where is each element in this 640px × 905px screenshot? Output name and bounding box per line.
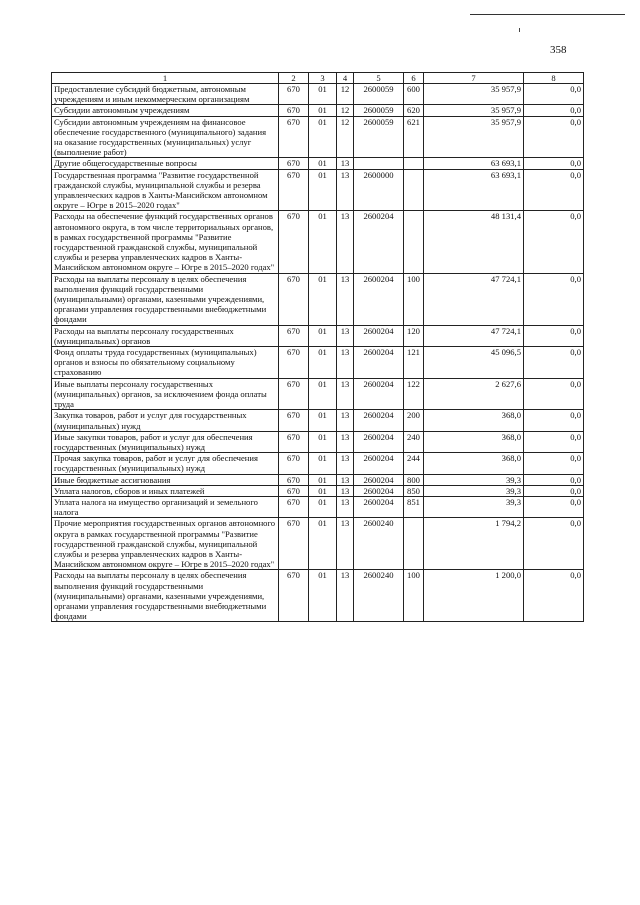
expense-type-cell: 100 xyxy=(404,273,424,325)
target-article-cell: 2600204 xyxy=(354,410,404,431)
column-number: 3 xyxy=(309,73,337,84)
row-name-cell: Другие общегосударственные вопросы xyxy=(52,158,279,169)
target-article-cell: 2600204 xyxy=(354,211,404,273)
expense-type-cell: 850 xyxy=(404,485,424,496)
subsection-code-cell: 13 xyxy=(337,474,354,485)
section-code-cell: 01 xyxy=(309,84,337,105)
subsection-code-cell: 13 xyxy=(337,485,354,496)
table-row xyxy=(52,518,584,570)
section-code-cell: 01 xyxy=(309,116,337,158)
section-code-cell: 01 xyxy=(309,474,337,485)
table-row xyxy=(52,169,584,211)
section-code-cell: 01 xyxy=(309,105,337,116)
section-code-cell: 01 xyxy=(309,496,337,517)
target-article-cell: 2600204 xyxy=(354,325,404,346)
admin-code-cell: 670 xyxy=(279,169,309,211)
target-article-cell: 2600204 xyxy=(354,496,404,517)
admin-code-cell: 670 xyxy=(279,518,309,570)
change-cell: 0,0 xyxy=(524,431,584,452)
column-number: 7 xyxy=(424,73,524,84)
admin-code-cell: 670 xyxy=(279,84,309,105)
row-name-cell: Расходы на выплаты персоналу в целях обеспечения выполнения функций государственными (муниципальными) органами, казенными учреждениями, органами управления государственными внебюджетными фондами xyxy=(52,273,279,325)
target-article-cell: 2600059 xyxy=(354,105,404,116)
subsection-code-cell: 13 xyxy=(337,325,354,346)
target-article-cell: 2600204 xyxy=(354,378,404,410)
section-code-cell: 01 xyxy=(309,410,337,431)
target-article-cell: 2600240 xyxy=(354,518,404,570)
amount-cell: 35 957,9 xyxy=(424,84,524,105)
column-number: 2 xyxy=(279,73,309,84)
target-article-cell: 2600204 xyxy=(354,453,404,474)
change-cell: 0,0 xyxy=(524,474,584,485)
amount-cell: 1 200,0 xyxy=(424,570,524,622)
row-name-cell: Уплата налога на имущество организаций и земельного налога xyxy=(52,496,279,517)
expense-type-cell: 122 xyxy=(404,378,424,410)
column-number: 4 xyxy=(337,73,354,84)
subsection-code-cell: 13 xyxy=(337,570,354,622)
target-article-cell: 2600059 xyxy=(354,116,404,158)
table-row xyxy=(52,158,584,169)
subsection-code-cell: 13 xyxy=(337,169,354,211)
target-article-cell: 2600204 xyxy=(354,485,404,496)
table-row xyxy=(52,570,584,622)
section-code-cell: 01 xyxy=(309,485,337,496)
change-cell: 0,0 xyxy=(524,378,584,410)
row-name-cell: Фонд оплаты труда государственных (муниципальных) органов и взносы по обязательному социальному страхованию xyxy=(52,347,279,379)
subsection-code-cell: 13 xyxy=(337,518,354,570)
table-row xyxy=(52,431,584,452)
row-name-cell: Иные выплаты персоналу государственных (муниципальных) органов, за исключением фонда оплаты труда xyxy=(52,378,279,410)
admin-code-cell: 670 xyxy=(279,431,309,452)
amount-cell: 35 957,9 xyxy=(424,105,524,116)
row-name-cell: Закупка товаров, работ и услуг для государственных (муниципальных) нужд xyxy=(52,410,279,431)
table-row xyxy=(52,273,584,325)
admin-code-cell: 670 xyxy=(279,211,309,273)
subsection-code-cell: 13 xyxy=(337,347,354,379)
section-code-cell: 01 xyxy=(309,431,337,452)
table-row xyxy=(52,496,584,517)
change-cell: 0,0 xyxy=(524,105,584,116)
target-article-cell: 2600204 xyxy=(354,431,404,452)
admin-code-cell: 670 xyxy=(279,105,309,116)
amount-cell: 39,3 xyxy=(424,474,524,485)
budget-table-body xyxy=(52,73,584,622)
admin-code-cell: 670 xyxy=(279,474,309,485)
target-article-cell xyxy=(354,158,404,169)
row-name-cell: Субсидии автономным учреждениям на финансовое обеспечение государственного (муниципального) задания на оказание государственных (муниципальных) услуг (выполнение работ) xyxy=(52,116,279,158)
admin-code-cell: 670 xyxy=(279,347,309,379)
column-number: 5 xyxy=(354,73,404,84)
table-row xyxy=(52,485,584,496)
target-article-cell: 2600204 xyxy=(354,347,404,379)
section-code-cell: 01 xyxy=(309,158,337,169)
change-cell: 0,0 xyxy=(524,169,584,211)
target-article-cell: 2600000 xyxy=(354,169,404,211)
expense-type-cell: 621 xyxy=(404,116,424,158)
table-row xyxy=(52,116,584,158)
row-name-cell: Предоставление субсидий бюджетным, автономным учреждениям и иным некоммерческим организациям xyxy=(52,84,279,105)
subsection-code-cell: 13 xyxy=(337,453,354,474)
row-name-cell: Субсидии автономным учреждениям xyxy=(52,105,279,116)
amount-cell: 63 693,1 xyxy=(424,158,524,169)
subsection-code-cell: 13 xyxy=(337,211,354,273)
budget-table xyxy=(51,72,584,622)
expense-type-cell: 244 xyxy=(404,453,424,474)
page-number: 358 xyxy=(550,44,567,56)
expense-type-cell: 120 xyxy=(404,325,424,346)
target-article-cell: 2600059 xyxy=(354,84,404,105)
target-article-cell: 2600204 xyxy=(354,474,404,485)
row-name-cell: Расходы на обеспечение функций государственных органов автономного округа, в том числе территориальных органов, в рамках государственной программы "Развитие государственной гражданской службы, муниципальной службы и резерва управленческих кадров в Ханты-Мансийском автономном округе – Югре в 2015–2020 годах" xyxy=(52,211,279,273)
change-cell: 0,0 xyxy=(524,570,584,622)
change-cell: 0,0 xyxy=(524,496,584,517)
amount-cell: 368,0 xyxy=(424,431,524,452)
expense-type-cell: 800 xyxy=(404,474,424,485)
row-name-cell: Расходы на выплаты персоналу в целях обеспечения выполнения функций государственными (муниципальными) органами, казенными учреждениями, органами управления государственными внебюджетными фондами xyxy=(52,570,279,622)
row-name-cell: Прочие мероприятия государственных органов автономного округа в рамках государственной программы "Развитие государственной гражданской службы, муниципальной службы и резерва управленческих кадров в Ханты-Мансийском автономном округе – Югре в 2015–2020 годах" xyxy=(52,518,279,570)
amount-cell: 39,3 xyxy=(424,496,524,517)
column-number-row xyxy=(52,73,584,84)
section-code-cell: 01 xyxy=(309,325,337,346)
table-row xyxy=(52,325,584,346)
subsection-code-cell: 13 xyxy=(337,431,354,452)
expense-type-cell xyxy=(404,518,424,570)
section-code-cell: 01 xyxy=(309,378,337,410)
amount-cell: 368,0 xyxy=(424,410,524,431)
table-row xyxy=(52,453,584,474)
change-cell: 0,0 xyxy=(524,325,584,346)
subsection-code-cell: 12 xyxy=(337,84,354,105)
expense-type-cell: 620 xyxy=(404,105,424,116)
scan-mark xyxy=(519,28,520,32)
subsection-code-cell: 12 xyxy=(337,105,354,116)
column-number: 1 xyxy=(52,73,279,84)
table-row xyxy=(52,410,584,431)
expense-type-cell: 100 xyxy=(404,570,424,622)
target-article-cell: 2600240 xyxy=(354,570,404,622)
admin-code-cell: 670 xyxy=(279,485,309,496)
amount-cell: 39,3 xyxy=(424,485,524,496)
change-cell: 0,0 xyxy=(524,518,584,570)
admin-code-cell: 670 xyxy=(279,158,309,169)
admin-code-cell: 670 xyxy=(279,410,309,431)
column-number: 6 xyxy=(404,73,424,84)
expense-type-cell: 240 xyxy=(404,431,424,452)
admin-code-cell: 670 xyxy=(279,496,309,517)
row-name-cell: Расходы на выплаты персоналу государственных (муниципальных) органов xyxy=(52,325,279,346)
section-code-cell: 01 xyxy=(309,453,337,474)
table-row xyxy=(52,84,584,105)
table-row xyxy=(52,105,584,116)
expense-type-cell: 200 xyxy=(404,410,424,431)
column-number: 8 xyxy=(524,73,584,84)
amount-cell: 48 131,4 xyxy=(424,211,524,273)
change-cell: 0,0 xyxy=(524,84,584,105)
subsection-code-cell: 13 xyxy=(337,410,354,431)
target-article-cell: 2600204 xyxy=(354,273,404,325)
amount-cell: 45 096,5 xyxy=(424,347,524,379)
admin-code-cell: 670 xyxy=(279,325,309,346)
subsection-code-cell: 13 xyxy=(337,378,354,410)
table-row xyxy=(52,474,584,485)
top-rule xyxy=(470,14,625,15)
section-code-cell: 01 xyxy=(309,347,337,379)
section-code-cell: 01 xyxy=(309,570,337,622)
amount-cell: 63 693,1 xyxy=(424,169,524,211)
change-cell: 0,0 xyxy=(524,211,584,273)
admin-code-cell: 670 xyxy=(279,453,309,474)
subsection-code-cell: 12 xyxy=(337,116,354,158)
amount-cell: 35 957,9 xyxy=(424,116,524,158)
admin-code-cell: 670 xyxy=(279,116,309,158)
admin-code-cell: 670 xyxy=(279,378,309,410)
expense-type-cell: 851 xyxy=(404,496,424,517)
row-name-cell: Иные закупки товаров, работ и услуг для обеспечения государственных (муниципальных) нужд xyxy=(52,431,279,452)
row-name-cell: Прочая закупка товаров, работ и услуг для обеспечения государственных (муниципальных) нужд xyxy=(52,453,279,474)
row-name-cell: Иные бюджетные ассигнования xyxy=(52,474,279,485)
section-code-cell: 01 xyxy=(309,273,337,325)
subsection-code-cell: 13 xyxy=(337,158,354,169)
table-row xyxy=(52,347,584,379)
section-code-cell: 01 xyxy=(309,169,337,211)
change-cell: 0,0 xyxy=(524,410,584,431)
amount-cell: 1 794,2 xyxy=(424,518,524,570)
subsection-code-cell: 13 xyxy=(337,273,354,325)
expense-type-cell: 600 xyxy=(404,84,424,105)
change-cell: 0,0 xyxy=(524,347,584,379)
row-name-cell: Государственная программа "Развитие государственной гражданской службы, муниципальной службы и резерва управленческих кадров в Ханты-Мансийском автономном округе – Югре в 2015–2020 годах" xyxy=(52,169,279,211)
change-cell: 0,0 xyxy=(524,116,584,158)
change-cell: 0,0 xyxy=(524,273,584,325)
subsection-code-cell: 13 xyxy=(337,496,354,517)
table-row xyxy=(52,378,584,410)
row-name-cell: Уплата налогов, сборов и иных платежей xyxy=(52,485,279,496)
amount-cell: 47 724,1 xyxy=(424,273,524,325)
section-code-cell: 01 xyxy=(309,518,337,570)
change-cell: 0,0 xyxy=(524,158,584,169)
expense-type-cell xyxy=(404,211,424,273)
expense-type-cell xyxy=(404,158,424,169)
section-code-cell: 01 xyxy=(309,211,337,273)
admin-code-cell: 670 xyxy=(279,273,309,325)
admin-code-cell: 670 xyxy=(279,570,309,622)
amount-cell: 47 724,1 xyxy=(424,325,524,346)
expense-type-cell: 121 xyxy=(404,347,424,379)
amount-cell: 368,0 xyxy=(424,453,524,474)
expense-type-cell xyxy=(404,169,424,211)
amount-cell: 2 627,6 xyxy=(424,378,524,410)
change-cell: 0,0 xyxy=(524,485,584,496)
table-row xyxy=(52,211,584,273)
change-cell: 0,0 xyxy=(524,453,584,474)
